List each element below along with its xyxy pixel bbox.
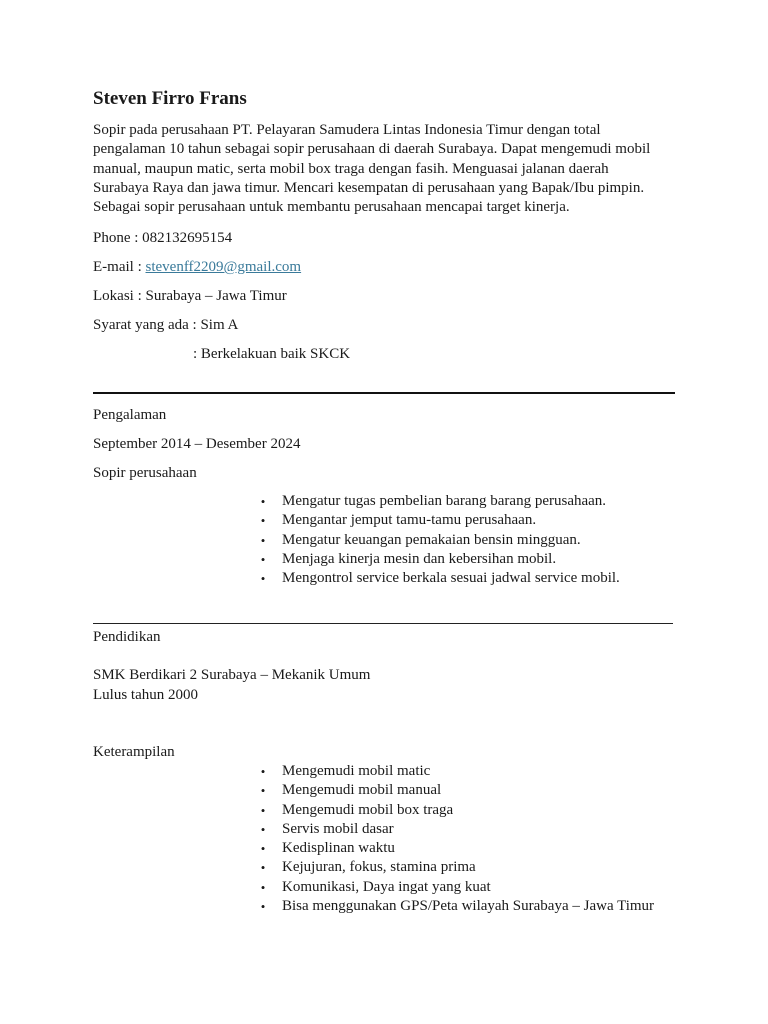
bullet-icon: • — [260, 860, 266, 876]
bullet-icon: • — [260, 879, 266, 895]
experience-heading: Pengalaman — [93, 407, 167, 423]
list-item-text: Mengemudi mobil manual — [282, 782, 442, 799]
bullet-icon: • — [260, 494, 266, 509]
email-label: E-mail : — [93, 259, 146, 275]
education-heading: Pendidikan — [93, 629, 161, 645]
list-item — [258, 820, 654, 839]
list-item — [258, 878, 654, 897]
experience-period: September 2014 – Desember 2024 — [93, 436, 301, 452]
list-item — [258, 858, 654, 877]
list-item-text: Servis mobil dasar — [282, 820, 394, 837]
list-item-text: Bisa menggunakan GPS/Peta wilayah Surabaya – Jawa Timur — [282, 898, 655, 915]
experience-duties-list — [258, 492, 620, 588]
list-item — [258, 801, 654, 820]
requirements-line: Syarat yang ada : Sim A — [93, 317, 239, 333]
list-item-text: Kejujuran, fokus, stamina prima — [282, 859, 476, 876]
bullet-icon: • — [260, 513, 266, 529]
list-item — [258, 897, 654, 916]
list-item-text: Mengatur keuangan pemakaian bensin mingguan. — [282, 531, 581, 548]
bullet-icon: • — [260, 532, 266, 548]
list-item — [258, 492, 620, 511]
bullet-icon: • — [260, 764, 266, 779]
bullet-icon: • — [260, 551, 266, 567]
list-item — [258, 781, 654, 800]
profile-summary — [93, 121, 693, 217]
list-item-text: Menjaga kinerja mesin dan kebersihan mobil. — [282, 550, 557, 567]
list-item — [258, 569, 620, 588]
list-item — [258, 762, 654, 781]
section-divider — [93, 392, 675, 394]
bullet-icon: • — [260, 841, 266, 857]
email-link[interactable]: stevenff2209@gmail.com — [145, 259, 302, 275]
list-item-text: Mengontrol service berkala sesuai jadwal service mobil. — [282, 570, 620, 587]
summary-line: Sebagai sopir perusahaan untuk membantu perusahaan mencapai target kinerja. — [93, 199, 570, 216]
education-school: SMK Berdikari 2 Surabaya – Mekanik Umum — [93, 667, 371, 683]
bullet-icon: • — [260, 802, 266, 818]
summary-line: Surabaya Raya dan jawa timur. Mencari kesempatan di perusahaan yang Bapak/Ibu pimpin. — [93, 179, 645, 196]
list-item-text: Mengemudi mobil box traga — [282, 801, 454, 818]
summary-line: pengalaman 10 tahun sebagai sopir perusahaan di daerah Surabaya. Dapat mengemudi mobil — [93, 141, 651, 158]
bullet-icon: • — [260, 571, 266, 587]
list-item-text: Mengatur tugas pembelian barang barang perusahaan. — [282, 493, 607, 509]
phone-line: Phone : 082132695154 — [93, 230, 233, 246]
candidate-name: Steven Firro Frans — [93, 88, 247, 109]
skills-list — [258, 762, 654, 916]
list-item — [258, 531, 620, 550]
list-item — [258, 550, 620, 569]
section-divider — [93, 623, 673, 624]
location-line: Lokasi : Surabaya – Jawa Timur — [93, 288, 287, 304]
list-item-text: Mengemudi mobil matic — [282, 763, 431, 779]
bullet-icon: • — [260, 783, 266, 799]
email-line — [93, 258, 301, 277]
bullet-icon: • — [260, 899, 266, 915]
skills-heading: Keterampilan — [93, 744, 175, 760]
experience-role: Sopir perusahaan — [93, 465, 197, 481]
list-item-text: Komunikasi, Daya ingat yang kuat — [282, 878, 491, 895]
summary-line: Sopir pada perusahaan PT. Pelayaran Samudera Lintas Indonesia Timur dengan total — [93, 122, 601, 138]
summary-line: manual, maupun matic, serta mobil box traga dengan fasih. Menguasai jalanan daerah — [93, 160, 609, 177]
list-item — [258, 839, 654, 858]
list-item-text: Mengantar jemput tamu-tamu perusahaan. — [282, 512, 537, 529]
requirements-line-2: : Berkelakuan baik SKCK — [193, 346, 351, 362]
bullet-icon: • — [260, 821, 266, 837]
list-item-text: Kedisplinan waktu — [282, 840, 395, 857]
education-graduation: Lulus tahun 2000 — [93, 687, 198, 703]
list-item — [258, 511, 620, 530]
